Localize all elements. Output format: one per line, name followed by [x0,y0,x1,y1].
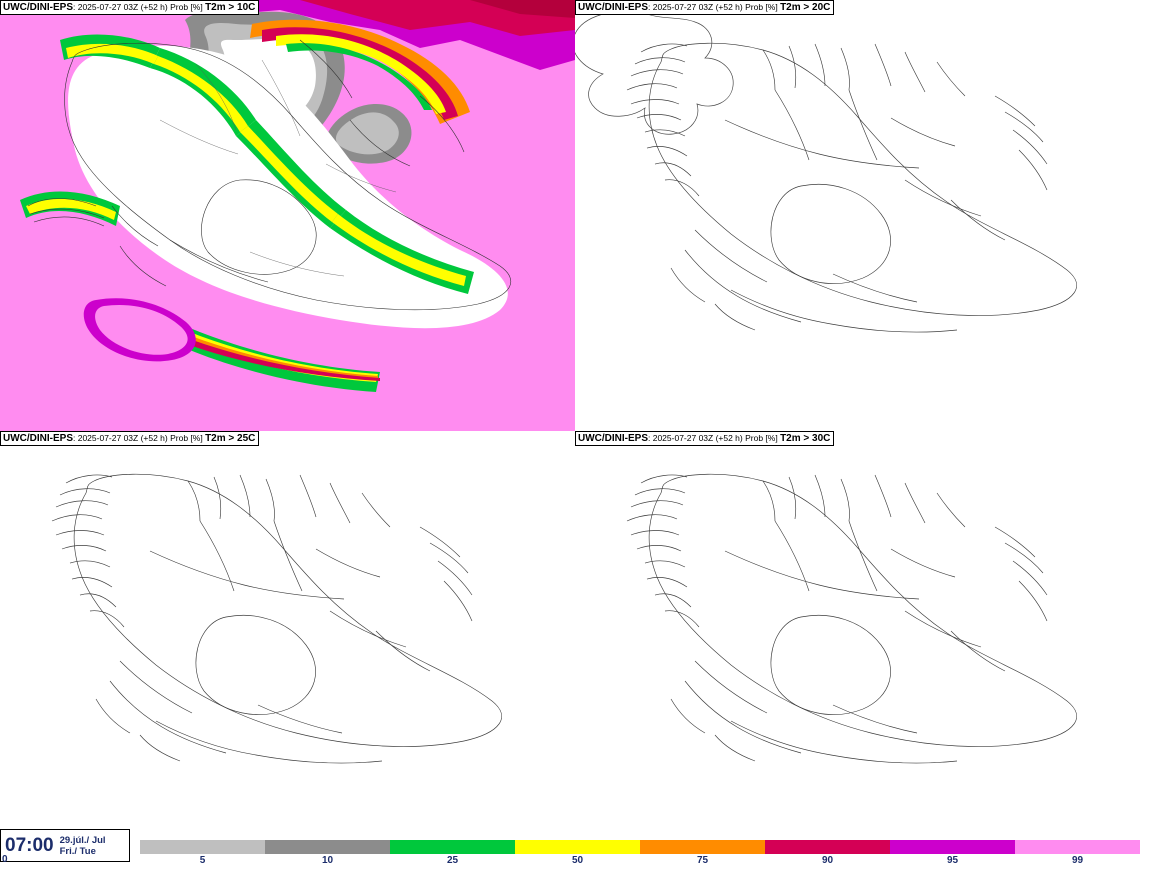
colorbar-segment [515,840,640,854]
panel-param-label: T2m > 10C [205,2,256,13]
colorbar-segment [1015,840,1140,854]
colorbar-segment [640,840,765,854]
colorbar [140,840,1140,866]
map-image-t20 [575,0,1150,431]
colorbar-tick-labels [140,854,1140,868]
colorbar-tick: 90 [821,855,834,866]
panel-model-label: UWC/DINI-EPS [3,433,73,444]
panel-model-label: UWC/DINI-EPS [3,2,73,13]
colorbar-tick: 5 [199,855,206,866]
bottom-bar [0,834,1150,891]
valid-time-date [60,835,106,857]
colorbar-tick: 99 [1071,855,1084,866]
colorbar-segment [890,840,1015,854]
map-image-t30 [575,431,1150,862]
panel-param-label: T2m > 20C [780,2,831,13]
map-image-t10 [0,0,575,431]
colorbar-segment [765,840,890,854]
panel-t10[interactable] [0,0,575,431]
panel-title-t25 [0,431,259,446]
colorbar-tick: 10 [321,855,334,866]
panel-runinfo-label: : 2025-07-27 03Z (+52 h) Prob [%] [73,433,206,443]
panel-runinfo-label: : 2025-07-27 03Z (+52 h) Prob [%] [648,433,781,443]
colorbar-segment [390,840,515,854]
valid-time-clock: 07:00 [5,834,54,856]
panel-title-t10 [0,0,259,15]
colorbar-tick: 95 [946,855,959,866]
panel-title-t30 [575,431,834,446]
panel-t25[interactable] [0,431,575,862]
colorbar-tick: 75 [696,855,709,866]
panel-model-label: UWC/DINI-EPS [578,2,648,13]
valid-date-line2: Fri./ Tue [59,845,96,857]
panel-title-t20 [575,0,834,15]
colorbar-swatches [140,840,1140,854]
map-image-t25 [0,431,575,862]
colorbar-segment [140,840,265,854]
valid-date-line1: 29.júl./ Jul [59,834,106,846]
valid-time-box [0,829,130,862]
panel-param-label: T2m > 25C [205,433,256,444]
panel-param-label: T2m > 30C [780,433,831,444]
colorbar-tick: 50 [571,855,584,866]
colorbar-segment [265,840,390,854]
panel-t20[interactable] [575,0,1150,431]
panel-runinfo-label: : 2025-07-27 03Z (+52 h) Prob [%] [648,2,781,12]
panel-model-label: UWC/DINI-EPS [578,433,648,444]
colorbar-zero-label: 0 [2,854,8,865]
panel-t30[interactable] [575,431,1150,862]
panel-runinfo-label: : 2025-07-27 03Z (+52 h) Prob [%] [73,2,206,12]
colorbar-tick: 25 [446,855,459,866]
